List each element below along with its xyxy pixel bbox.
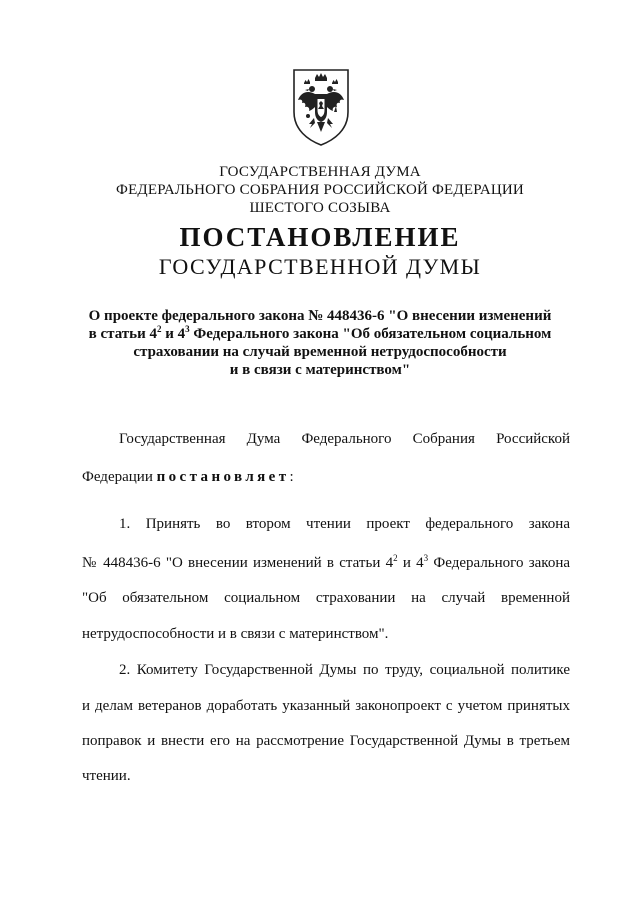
paragraph-1-line-1: 1. Принять во втором чтении проект федерального закона	[119, 516, 570, 532]
paragraph-2-line-2: и делам ветеранов доработать указанный законопроект с учетом принятых	[82, 698, 570, 714]
paragraph-2-line-1: 2. Комитету Государственной Думы по труду, социальной политике	[119, 662, 570, 678]
paragraph-1-line-3: "Об обязательном социальном страховании на случай временной	[82, 590, 570, 606]
paragraph-2-line-4: чтении.	[82, 768, 131, 784]
coat-of-arms-icon	[288, 66, 354, 148]
subject-line-4: и в связи с материнством"	[229, 362, 411, 378]
paragraph-2-line-3: поправок и внести его на рассмотрение Государственной Думы в третьем	[82, 733, 570, 749]
document-title: ПОСТАНОВЛЕНИЕ	[179, 222, 461, 252]
paragraph-1-line-4: нетрудоспособности и в связи с материнством".	[82, 626, 389, 642]
header-line-assembly: ФЕДЕРАЛЬНОГО СОБРАНИЯ РОССИЙСКОЙ ФЕДЕРАЦИИ	[116, 182, 524, 198]
document-subtitle: ГОСУДАРСТВЕННОЙ ДУМЫ	[158, 254, 482, 279]
subject-line-2: в статьи $4^2$ и $4^3$ Федерального закона "Об обязательном социальном	[88, 324, 552, 342]
intro-line-1: Государственная Дума Федерального Собрания Российской	[119, 431, 570, 447]
paragraph-1-line-2: № 448436-6 "О внесении изменений в статьи $4^2$ и $4^3$ Федерального закона	[82, 553, 571, 571]
decree-word: постановляет	[156, 469, 290, 485]
subject-line-3: страховании на случай временной нетрудоспособности	[133, 344, 507, 360]
header-line-chamber: ГОСУДАРСТВЕННАЯ ДУМА	[219, 164, 421, 180]
header-line-convocation: ШЕСТОГО СОЗЫВА	[249, 200, 391, 216]
subject-line-1: О проекте федерального закона № 448436-6 "О внесении изменений	[88, 308, 552, 324]
intro-line-2: Федерации постановляет:	[82, 469, 294, 485]
